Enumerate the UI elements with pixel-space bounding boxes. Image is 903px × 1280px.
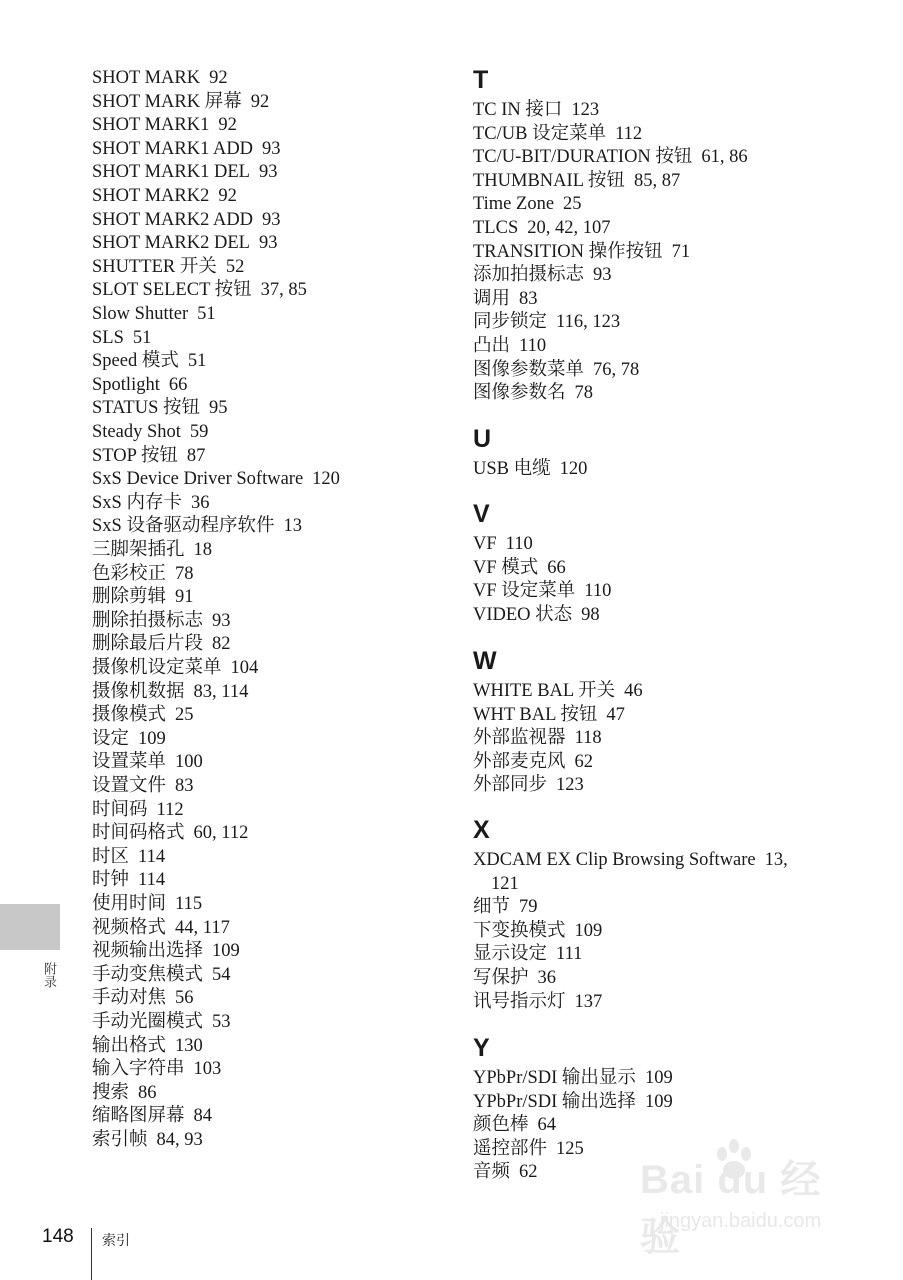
index-entry [473, 1067, 673, 1089]
index-term: YPbPr/SDI 输出选择 [473, 1092, 636, 1112]
index-page-refs: 61, 86 [701, 147, 748, 167]
index-term: 搜索 [92, 1083, 130, 1103]
index-entry [92, 515, 302, 537]
index-page-refs: 59 [189, 422, 209, 442]
index-page-refs: 123 [556, 775, 584, 795]
index-page-refs: 92 [250, 92, 270, 112]
section-letter: U [473, 425, 492, 453]
index-page-refs: 110 [505, 534, 533, 554]
index-term: Spotlight [92, 375, 160, 395]
index-entry [92, 964, 231, 986]
index-term: 凸出 [473, 336, 511, 356]
index-entry [473, 382, 593, 404]
index-entry [473, 580, 611, 602]
index-page-refs: 71 [671, 242, 691, 262]
index-term: TC/U-BIT/DURATION 按钮 [473, 147, 693, 167]
index-page-refs: 52 [225, 257, 245, 277]
index-page-refs: 114 [138, 847, 166, 867]
section-letter: X [473, 816, 490, 844]
index-term: 三脚架插孔 [92, 540, 185, 560]
index-entry [473, 991, 602, 1013]
index-entry [473, 288, 538, 310]
index-term: 删除最后片段 [92, 634, 204, 654]
index-page-refs: 114 [138, 870, 166, 890]
index-page-refs: 91 [175, 587, 194, 607]
index-page-refs: 84, 93 [156, 1130, 203, 1150]
index-entry [92, 869, 165, 891]
index-page-refs: 100 [175, 752, 203, 772]
index-entry [473, 727, 602, 749]
index-entry [473, 335, 546, 357]
index-entry [92, 940, 240, 962]
index-term: 颜色棒 [473, 1115, 529, 1135]
index-page-refs: 62 [519, 1162, 538, 1182]
index-entry [92, 610, 231, 632]
index-entry [92, 374, 187, 396]
index-term: 音频 [473, 1162, 511, 1182]
section-letter: V [473, 500, 490, 528]
index-entry [92, 209, 281, 231]
section-letter: Y [473, 1034, 490, 1062]
index-term: SHOT MARK1 ADD [92, 139, 254, 159]
index-term: 手动对焦 [92, 988, 167, 1008]
index-term: 输入字符串 [92, 1059, 185, 1079]
watermark-url: jingyan.baidu.com [660, 1210, 822, 1232]
index-term: 时区 [92, 847, 130, 867]
index-entry [92, 67, 228, 89]
index-entry [92, 681, 248, 703]
index-entry [473, 1091, 673, 1113]
index-term: 使用时间 [92, 894, 167, 914]
index-entry [92, 539, 212, 561]
index-term: 缩略图屏幕 [92, 1106, 185, 1126]
index-page-refs: 36 [537, 968, 557, 988]
index-page-refs: 62 [574, 752, 594, 772]
index-entry [92, 917, 230, 939]
index-entry [473, 604, 600, 626]
index-term: THUMBNAIL 按钮 [473, 171, 625, 191]
index-entry [473, 751, 593, 773]
index-page-refs: 112 [156, 800, 184, 820]
index-page-refs: 87 [186, 446, 206, 466]
index-page-refs: 83 [175, 776, 194, 796]
index-entry [92, 350, 206, 372]
index-entry [92, 822, 248, 844]
index-term: STOP 按钮 [92, 446, 178, 466]
index-page-refs: 93 [593, 265, 612, 285]
index-entry [92, 91, 269, 113]
index-entry [92, 138, 281, 160]
index-term: 摄像模式 [92, 705, 167, 725]
index-term: 时间码 [92, 800, 148, 820]
baidu-watermark [640, 1148, 860, 1259]
index-page-refs: 110 [584, 581, 612, 601]
index-page-refs: 125 [556, 1139, 584, 1159]
index-entry [92, 232, 277, 254]
index-page-refs: 51 [187, 351, 207, 371]
index-term: SxS 内存卡 [92, 493, 182, 513]
index-term: USB 电缆 [473, 459, 551, 479]
index-term: YPbPr/SDI 输出显示 [473, 1068, 636, 1088]
index-term: WHT BAL 按钮 [473, 705, 598, 725]
index-page-refs: 56 [175, 988, 194, 1008]
index-entry [473, 170, 680, 192]
index-term: TC IN 接口 [473, 100, 563, 120]
index-term: 色彩校正 [92, 564, 167, 584]
watermark-logo-text: Bai du 经验 [640, 1158, 822, 1259]
index-entry [473, 99, 599, 121]
index-term: 设置文件 [92, 776, 167, 796]
index-entry [92, 1082, 157, 1104]
index-entry [473, 873, 519, 895]
index-page-refs: 112 [615, 124, 643, 144]
index-entry [473, 533, 533, 555]
index-entry [92, 327, 151, 349]
index-term: SxS 设备驱动程序软件 [92, 516, 275, 536]
index-entry [92, 279, 307, 301]
index-page-refs: 104 [230, 658, 259, 678]
index-term: 外部同步 [473, 775, 548, 795]
index-term: 删除剪辑 [92, 587, 167, 607]
index-entry [473, 704, 625, 726]
index-entry [473, 943, 582, 965]
index-page-refs: 93 [258, 162, 278, 182]
index-page-refs: 120 [559, 459, 588, 479]
index-entry [92, 1058, 221, 1080]
index-entry [473, 359, 639, 381]
index-page-refs: 115 [175, 894, 203, 914]
index-page-refs: 54 [212, 965, 231, 985]
index-term: 时间码格式 [92, 823, 185, 843]
index-page-refs: 109 [138, 729, 166, 749]
section-letter: T [473, 66, 489, 94]
index-entry [473, 680, 643, 702]
index-entry [473, 146, 748, 168]
index-term: SLOT SELECT 按钮 [92, 280, 252, 300]
index-page-refs: 64 [537, 1115, 557, 1135]
index-entry [92, 586, 194, 608]
index-page-refs: 82 [212, 634, 231, 654]
index-term: 细节 [473, 897, 511, 917]
index-page-refs: 137 [574, 992, 603, 1012]
index-entry [473, 920, 602, 942]
index-term: 手动光圈模式 [92, 1012, 204, 1032]
index-term: 同步锁定 [473, 312, 548, 332]
index-term: TC/UB 设定菜单 [473, 124, 607, 144]
index-entry [92, 256, 244, 278]
index-entry [473, 557, 566, 579]
index-term: 图像参数名 [473, 383, 566, 403]
index-term: SHOT MARK 屏幕 [92, 92, 242, 112]
index-page-refs: 93 [212, 611, 231, 631]
index-entry [92, 799, 184, 821]
index-term: 摄像机设定菜单 [92, 658, 222, 678]
index-entry [92, 161, 277, 183]
index-term: SLS [92, 328, 124, 348]
index-term: XDCAM EX Clip Browsing Software [473, 850, 756, 870]
index-entry [92, 421, 208, 443]
index-page-refs: 84 [193, 1106, 213, 1126]
index-page-refs: 20, 42, 107 [527, 218, 611, 238]
index-entry [92, 987, 194, 1009]
footer-section-label: 索引 [102, 1232, 130, 1248]
index-page-refs: 37, 85 [260, 280, 307, 300]
index-entry [92, 468, 340, 490]
index-entry [92, 704, 194, 726]
index-page-refs: 86 [138, 1083, 157, 1103]
appendix-side-tab [0, 904, 60, 950]
index-term: SxS Device Driver Software [92, 469, 304, 489]
index-page-refs: 98 [581, 605, 600, 625]
index-term: 删除拍摄标志 [92, 611, 204, 631]
index-page-refs: 92 [218, 115, 237, 135]
index-page-refs: 118 [574, 728, 602, 748]
section-letter: W [473, 647, 497, 675]
index-page-refs: 25 [175, 705, 194, 725]
index-page-refs: 93 [262, 139, 281, 159]
index-entry [92, 492, 209, 514]
index-entry [473, 264, 612, 286]
index-page-refs: 53 [212, 1012, 231, 1032]
index-entry [92, 185, 237, 207]
index-term: Steady Shot [92, 422, 181, 442]
index-page-refs: 46 [624, 681, 643, 701]
index-page-refs: 103 [193, 1059, 222, 1079]
index-term: 下变换模式 [473, 921, 566, 941]
index-term: TLCS [473, 218, 519, 238]
index-page-refs: 93 [262, 210, 281, 230]
index-page-refs: 47 [606, 705, 625, 725]
index-term: SHOT MARK2 DEL [92, 233, 250, 253]
index-page-refs: 51 [197, 304, 216, 324]
index-page-refs: 109 [574, 921, 603, 941]
index-entry [92, 751, 203, 773]
index-term: 写保护 [473, 968, 529, 988]
index-term: SHOT MARK2 ADD [92, 210, 254, 230]
index-page-refs: 36 [190, 493, 210, 513]
index-entry [92, 775, 194, 797]
index-page-refs: 109 [212, 941, 240, 961]
index-term: Speed 模式 [92, 351, 179, 371]
index-term: 调用 [473, 289, 511, 309]
index-term: STATUS 按钮 [92, 398, 200, 418]
index-page-refs: 66 [168, 375, 188, 395]
index-term: Time Zone [473, 194, 555, 214]
index-term: 讯号指示灯 [473, 992, 566, 1012]
index-term: 外部麦克风 [473, 752, 566, 772]
index-term: 索引帧 [92, 1130, 148, 1150]
index-entry [92, 846, 165, 868]
index-term: VF 模式 [473, 558, 539, 578]
index-page-refs: 92 [218, 186, 237, 206]
index-term: VF 设定菜单 [473, 581, 576, 601]
index-page-refs: 79 [519, 897, 538, 917]
appendix-side-label: 附录 [42, 962, 57, 988]
index-entry [92, 1035, 203, 1057]
index-page-refs: 76, 78 [593, 360, 640, 380]
index-term: 时钟 [92, 870, 130, 890]
index-entry [473, 1114, 556, 1136]
index-page-refs: 85, 87 [633, 171, 681, 191]
index-entry [473, 241, 690, 263]
index-entry [92, 397, 228, 419]
index-entry [473, 896, 538, 918]
index-term: VF [473, 534, 497, 554]
index-page-refs: 60, 112 [193, 823, 249, 843]
index-entry [92, 728, 166, 750]
index-entry [473, 193, 582, 215]
index-entry [473, 774, 584, 796]
index-term: 视频输出选择 [92, 941, 204, 961]
index-term: 外部监视器 [473, 728, 566, 748]
index-term: SHOT MARK1 [92, 115, 210, 135]
index-term: SHOT MARK2 [92, 186, 210, 206]
index-page-refs: 25 [563, 194, 582, 214]
index-page-refs: 95 [209, 398, 228, 418]
index-entry [473, 1138, 584, 1160]
index-entry [92, 114, 237, 136]
page-number: 148 [42, 1226, 74, 1247]
index-term: 设置菜单 [92, 752, 167, 772]
index-page-refs: 93 [258, 233, 278, 253]
index-page-refs: 18 [193, 540, 213, 560]
index-page-refs: 83 [519, 289, 538, 309]
index-term: 显示设定 [473, 944, 548, 964]
index-entry [92, 563, 194, 585]
index-entry [473, 1161, 538, 1183]
index-entry [92, 1105, 212, 1127]
index-term: TRANSITION 操作按钮 [473, 242, 663, 262]
index-term: 图像参数菜单 [473, 360, 585, 380]
index-term: 输出格式 [92, 1036, 167, 1056]
index-term: 视频格式 [92, 918, 167, 938]
index-term: 设定 [92, 729, 130, 749]
index-page-refs: 120 [312, 469, 340, 489]
index-page-refs: 13 [283, 516, 302, 536]
index-page-refs: 66 [547, 558, 566, 578]
index-term: Slow Shutter [92, 304, 189, 324]
index-page-refs: 109 [644, 1068, 673, 1088]
index-entry [473, 217, 610, 239]
index-entry [473, 849, 788, 871]
index-term: WHITE BAL 开关 [473, 681, 616, 701]
index-page-refs: 116, 123 [556, 312, 621, 332]
index-term: 遥控部件 [473, 1139, 548, 1159]
index-page-refs: 111 [556, 944, 583, 964]
index-term: SHUTTER 开关 [92, 257, 217, 277]
index-page-refs: 121 [491, 874, 519, 894]
index-entry [473, 458, 587, 480]
index-page-refs: 123 [571, 100, 600, 120]
index-entry [92, 1011, 231, 1033]
index-term: 添加拍摄标志 [473, 265, 585, 285]
index-entry [92, 657, 258, 679]
footer-divider [91, 1228, 92, 1280]
index-entry [92, 1129, 203, 1151]
index-page-refs: 13, [764, 850, 788, 870]
index-term: 摄像机数据 [92, 682, 185, 702]
index-entry [92, 445, 205, 467]
index-page-refs: 78 [574, 383, 594, 403]
index-page-refs: 92 [209, 68, 228, 88]
index-page-refs: 44, 117 [175, 918, 230, 938]
index-entry [473, 311, 620, 333]
index-entry [92, 893, 202, 915]
index-term: 手动变焦模式 [92, 965, 204, 985]
index-term: SHOT MARK [92, 68, 201, 88]
index-page-refs: 110 [519, 336, 547, 356]
index-entry [473, 123, 642, 145]
index-page-refs: 130 [175, 1036, 203, 1056]
index-page-refs: 78 [175, 564, 194, 584]
index-page-refs: 109 [644, 1092, 673, 1112]
index-term: SHOT MARK1 DEL [92, 162, 250, 182]
index-entry [92, 633, 231, 655]
index-term: VIDEO 状态 [473, 605, 573, 625]
index-page-refs: 83, 114 [193, 682, 249, 702]
index-page-refs: 51 [132, 328, 152, 348]
index-entry [473, 967, 556, 989]
index-entry [92, 303, 216, 325]
